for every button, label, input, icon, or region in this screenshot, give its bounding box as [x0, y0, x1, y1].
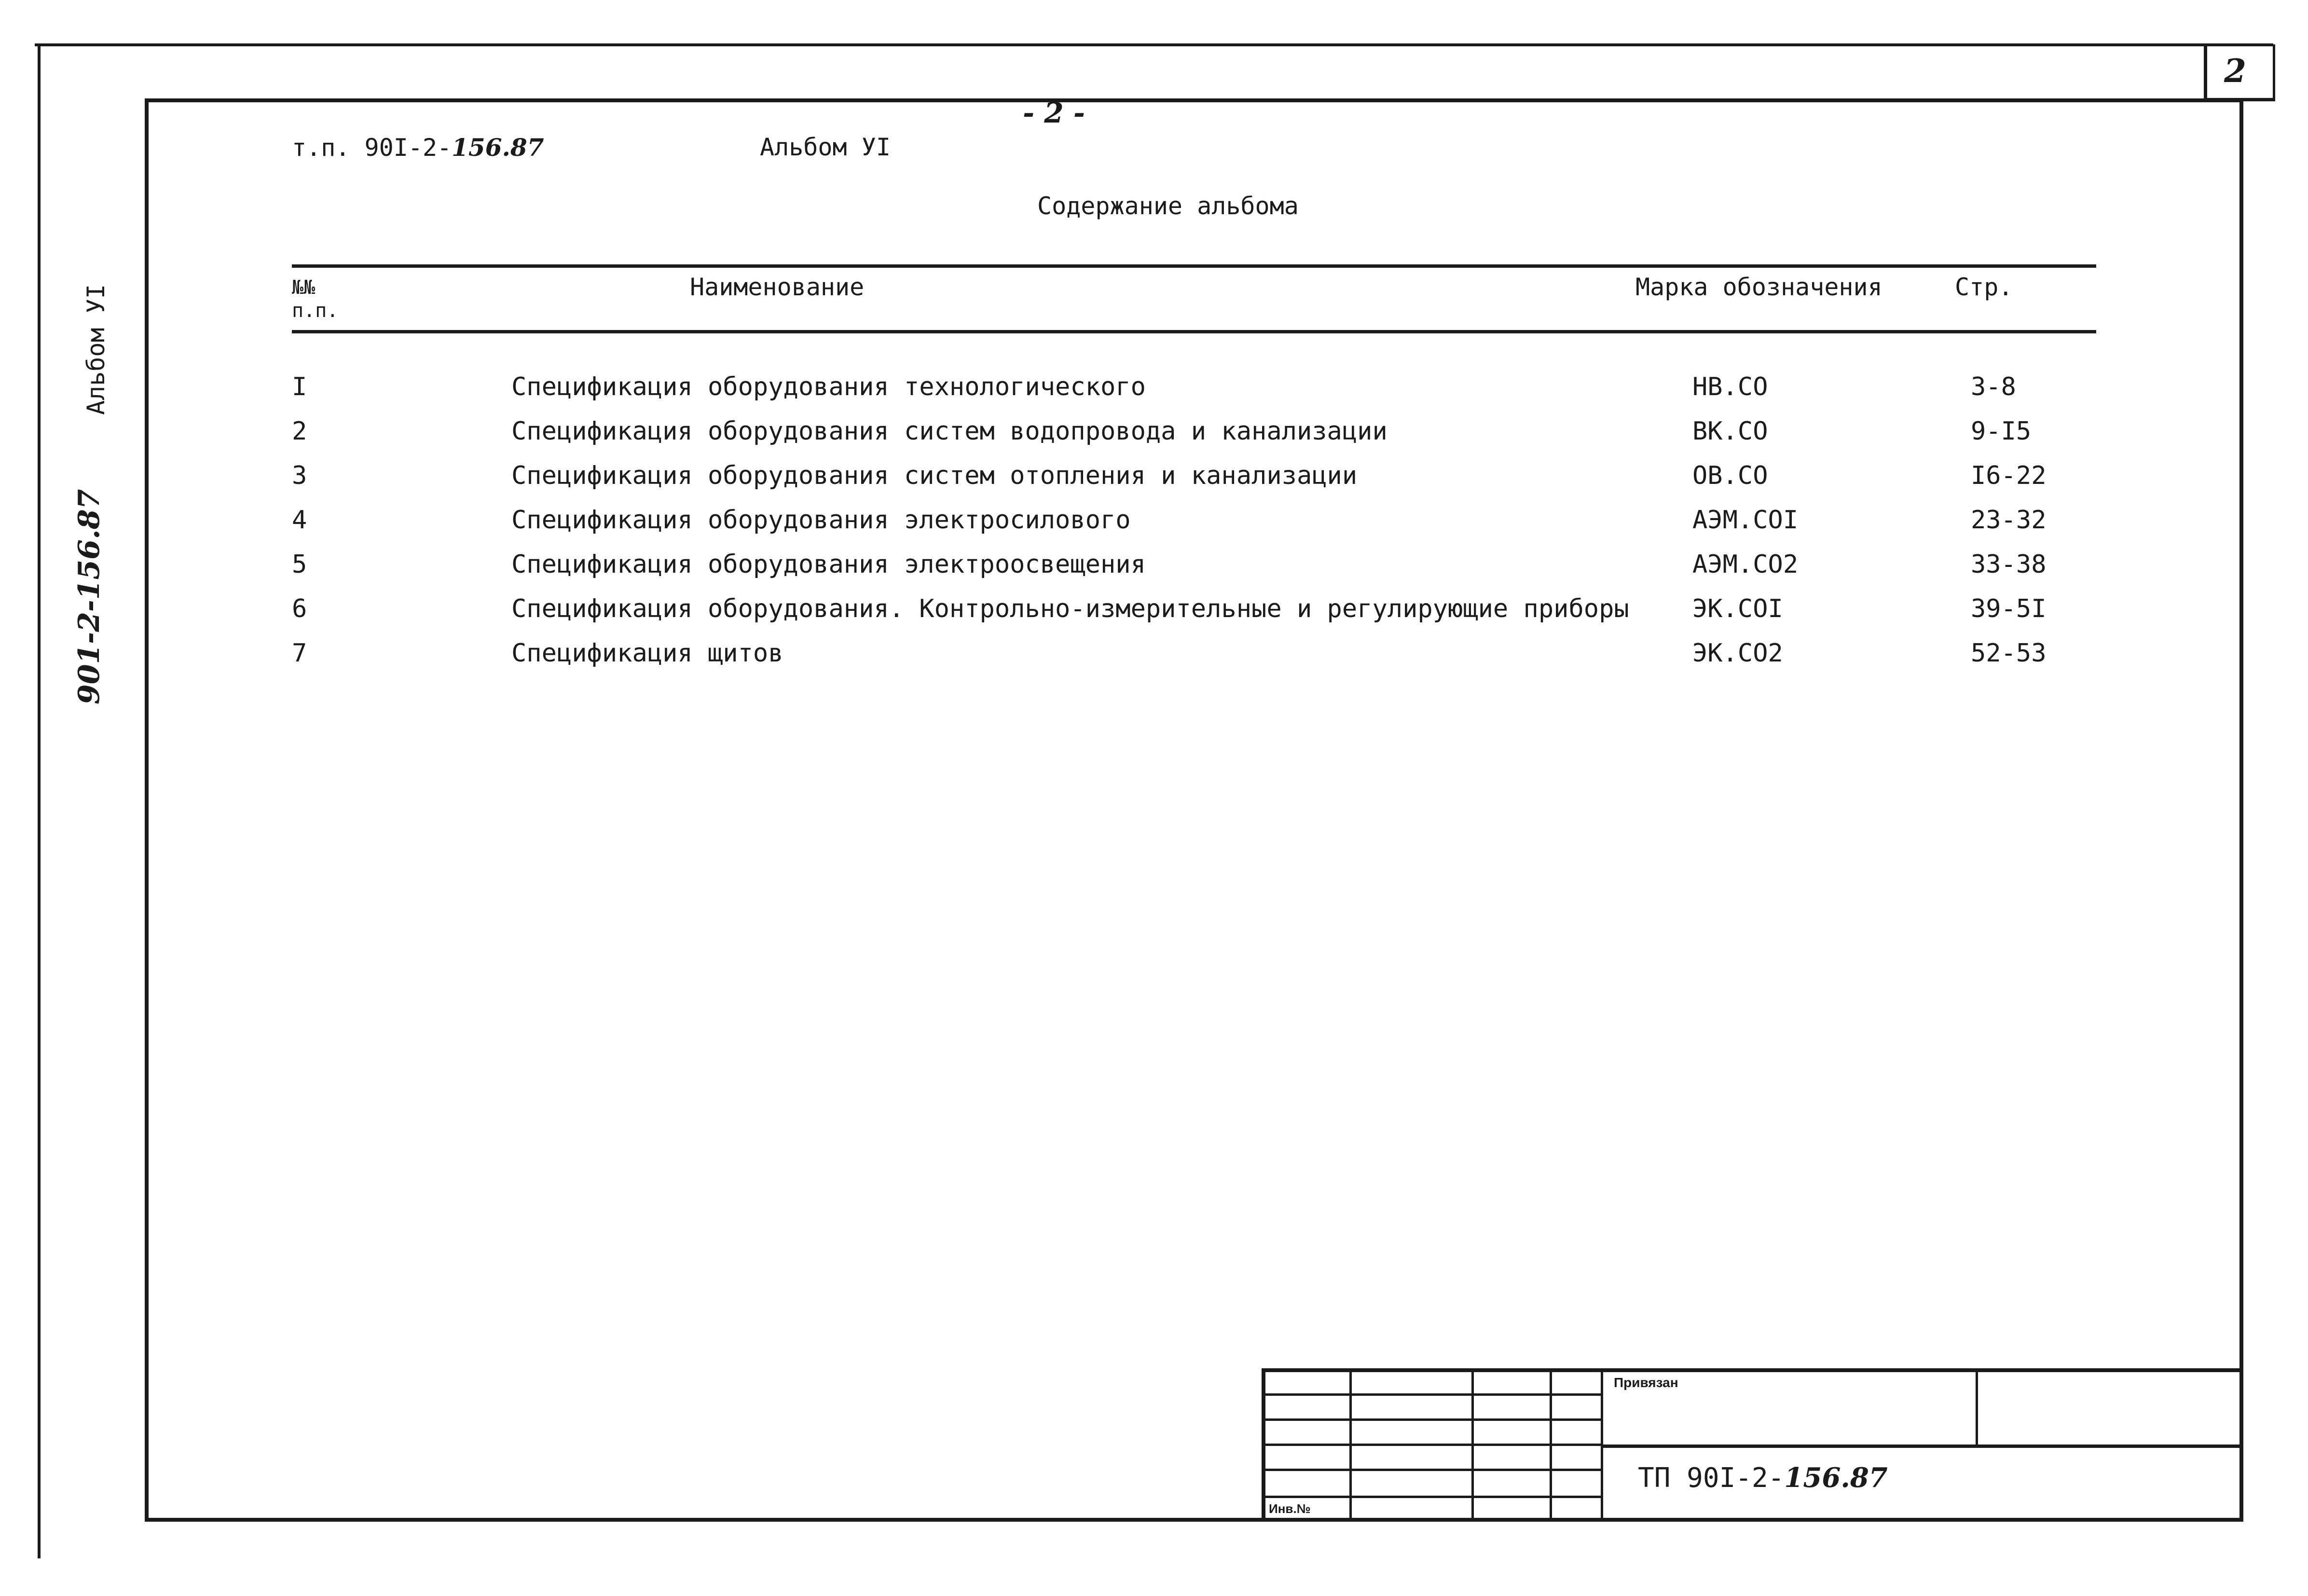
row-mark: НВ.СО	[1692, 372, 1768, 401]
row-page: 33-38	[1971, 550, 2047, 579]
row-name: Спецификация оборудования систем водопровода и канализации	[511, 417, 1388, 446]
row-page: I6-22	[1971, 461, 2047, 490]
row-mark: ВК.СО	[1692, 417, 1768, 446]
title-block-divider	[1262, 1444, 1603, 1446]
project-code-header	[292, 133, 544, 162]
title-block-divider	[1262, 1393, 1603, 1396]
table-row	[0, 506, 2308, 550]
row-name: Спецификация щитов	[511, 639, 783, 668]
row-page: 3-8	[1971, 372, 2016, 401]
column-header-name: Наименование	[690, 273, 865, 301]
row-number: 6	[292, 594, 307, 623]
table-row	[0, 417, 2308, 461]
title-block-inventory-label: Инв.№	[1269, 1501, 1311, 1516]
drawing-frame	[145, 98, 2243, 1522]
row-page: 9-I5	[1971, 417, 2032, 446]
row-mark: ОВ.СО	[1692, 461, 1768, 490]
album-label: Альбом УI	[760, 133, 891, 161]
title-block-code-prefix: ТП 90I-2-	[1638, 1462, 1785, 1494]
row-name: Спецификация оборудования технологического	[511, 372, 1146, 401]
title-block-divider	[1262, 1496, 1603, 1498]
sheet-outer-top-line	[35, 43, 2273, 46]
row-mark: АЭМ.СОI	[1692, 506, 1799, 535]
page-marker: - 2 -	[1023, 96, 1085, 129]
project-code-prefix: т.п. 90I-2-	[292, 134, 452, 162]
title-block-divider	[1976, 1368, 1978, 1445]
column-header-mark: Марка обозначения	[1635, 273, 1882, 301]
row-page: 23-32	[1971, 506, 2047, 535]
title-block-code-suffix: 156.87	[1784, 1462, 1888, 1494]
column-header-page: Стр.	[1955, 273, 2013, 301]
row-name: Спецификация оборудования электросилового	[511, 506, 1131, 535]
project-code-suffix: 156.87	[452, 133, 544, 162]
row-name: Спецификация оборудования электроосвещения	[511, 550, 1146, 579]
column-header-number-line1: №№	[292, 276, 316, 299]
table-row	[0, 461, 2308, 506]
table-row	[0, 550, 2308, 594]
table-top-rule	[292, 264, 2096, 268]
row-number: 2	[292, 417, 307, 446]
table-row	[0, 639, 2308, 683]
title-block-divider	[1262, 1418, 1603, 1421]
row-number: 7	[292, 639, 307, 668]
table-row	[0, 594, 2308, 639]
title-block-divider	[1262, 1469, 1603, 1471]
page-title: Содержание альбома	[1037, 192, 1299, 220]
title-block-attached-label: Привязан	[1614, 1375, 1678, 1390]
title-block-divider	[1601, 1445, 2243, 1448]
row-mark: ЭК.СО2	[1692, 639, 1783, 668]
sheet-number: 2	[2224, 52, 2246, 90]
row-name: Спецификация оборудования систем отопления и канализации	[511, 461, 1358, 490]
sheet-outer-left-line	[38, 43, 41, 1558]
column-header-number	[292, 276, 350, 322]
row-number: 4	[292, 506, 307, 535]
side-project-code: 901-2-156.87	[72, 489, 106, 704]
row-number: 3	[292, 461, 307, 490]
row-page: 39-5I	[1971, 594, 2047, 623]
row-number: I	[292, 372, 307, 401]
table-row	[0, 372, 2308, 417]
table-header-rule	[292, 330, 2096, 333]
row-number: 5	[292, 550, 307, 579]
column-header-number-line2: п.п.	[292, 300, 339, 322]
row-mark: АЭМ.СО2	[1692, 550, 1799, 579]
title-block-project-code	[1638, 1462, 1888, 1494]
row-mark: ЭК.СОI	[1692, 594, 1783, 623]
row-page: 52-53	[1971, 639, 2047, 668]
side-album-label: Альбом УI	[82, 284, 110, 415]
row-name: Спецификация оборудования. Контрольно-измерительные и регулирующие приборы	[511, 594, 1629, 623]
